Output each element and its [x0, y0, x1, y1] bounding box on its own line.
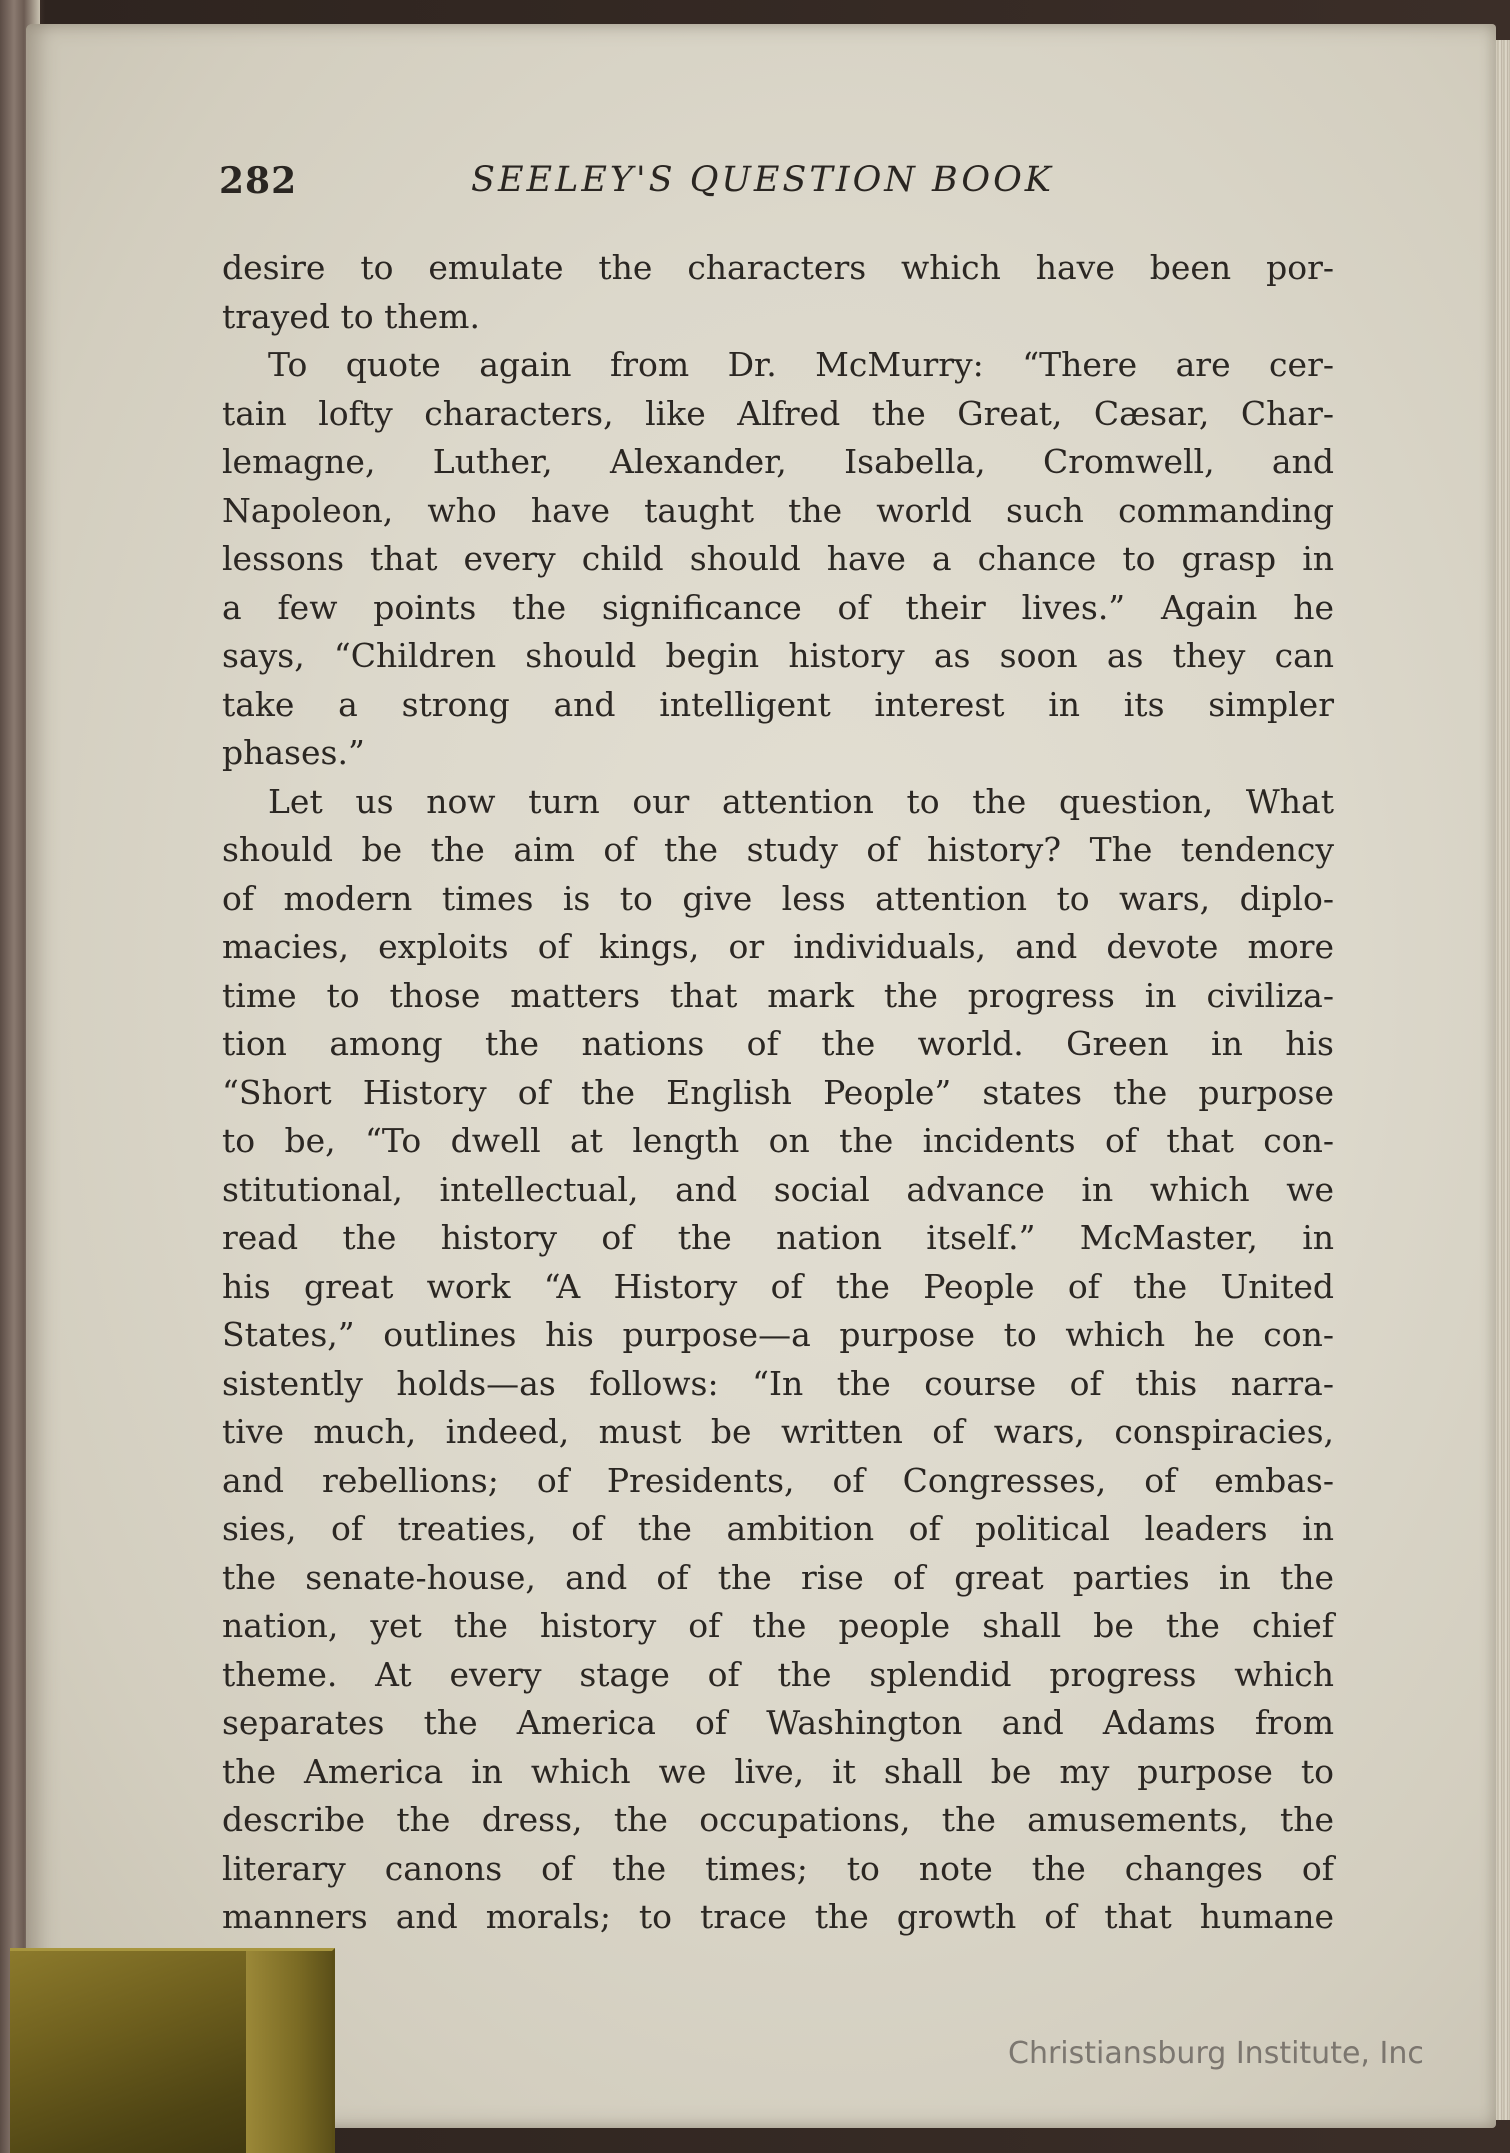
- text-line: read the history of the nation itself.” McMaster, in: [222, 1218, 1334, 1257]
- page-number: 282: [219, 160, 298, 202]
- text-line: describe the dress, the occupations, the amusements, the: [222, 1800, 1334, 1839]
- text-line: take a strong and intelligent interest in its simpler: [222, 684, 1334, 724]
- text-line: says, “Children should begin history as soon as they can: [222, 636, 1334, 675]
- text-line: manners and morals; to trace the growth of that humane: [222, 1897, 1334, 1936]
- text-line: “Short History of the English People” states the purpose: [222, 1072, 1334, 1112]
- text-line: literary canons of the times; to note the changes of: [222, 1848, 1334, 1888]
- text-line: the America in which we live, it shall be my purpose to: [222, 1751, 1334, 1791]
- running-head: [219, 160, 1339, 210]
- text-line: trayed to them.: [222, 296, 480, 336]
- text-line: stitutional, intellectual, and social advance in which we: [222, 1169, 1334, 1209]
- book-holder-block: [10, 1948, 335, 2153]
- text-line: and rebellions; of Presidents, of Congresses, of embas-: [222, 1460, 1334, 1500]
- text-line: macies, exploits of kings, or individuals, and devote more: [222, 927, 1334, 966]
- text-line: time to those matters that mark the progress in civiliza-: [222, 975, 1334, 1015]
- watermark: Christiansburg Institute, Inc: [1008, 2036, 1424, 2071]
- text-line: of modern times is to give less attention to wars, diplo-: [222, 878, 1334, 918]
- text-line: Let us now turn our attention to the question, What: [268, 781, 1334, 821]
- text-line: theme. At every stage of the splendid progress which: [222, 1654, 1334, 1694]
- text-line: separates the America of Washington and Adams from: [222, 1703, 1334, 1742]
- text-line: the senate-house, and of the rise of great parties in the: [222, 1557, 1334, 1597]
- text-line: tion among the nations of the world. Green in his: [222, 1024, 1334, 1063]
- text-line: tain lofty characters, like Alfred the Great, Cæsar, Char-: [222, 393, 1334, 433]
- book-title: SEELEY'S QUESTION BOOK: [471, 160, 1054, 200]
- text-line: phases.”: [222, 733, 365, 772]
- text-line: his great work “A History of the People of the United: [222, 1266, 1334, 1306]
- text-line: should be the aim of the study of history? The tendency: [222, 830, 1334, 869]
- body-text: [222, 244, 1334, 1942]
- text-line: lemagne, Luther, Alexander, Isabella, Cromwell, and: [222, 442, 1334, 481]
- text-line: a few points the significance of their lives.” Again he: [222, 587, 1334, 627]
- text-line: States,” outlines his purpose—a purpose to which he con-: [222, 1315, 1334, 1354]
- text-line: nation, yet the history of the people shall be the chief: [222, 1606, 1334, 1645]
- text-line: lessons that every child should have a chance to grasp in: [222, 539, 1334, 578]
- text-line: sistently holds—as follows: “In the course of this narra-: [222, 1363, 1334, 1403]
- text-line: tive much, indeed, must be written of wars, conspiracies,: [222, 1412, 1334, 1451]
- text-line: To quote again from Dr. McMurry: “There are cer-: [268, 345, 1334, 384]
- text-line: sies, of treaties, of the ambition of political leaders in: [222, 1509, 1334, 1548]
- book-holder-face: [246, 1951, 332, 2153]
- text-line: to be, “To dwell at length on the incidents of that con-: [222, 1121, 1334, 1160]
- text-line: Napoleon, who have taught the world such commanding: [222, 490, 1334, 530]
- text-line: desire to emulate the characters which have been por-: [222, 248, 1334, 287]
